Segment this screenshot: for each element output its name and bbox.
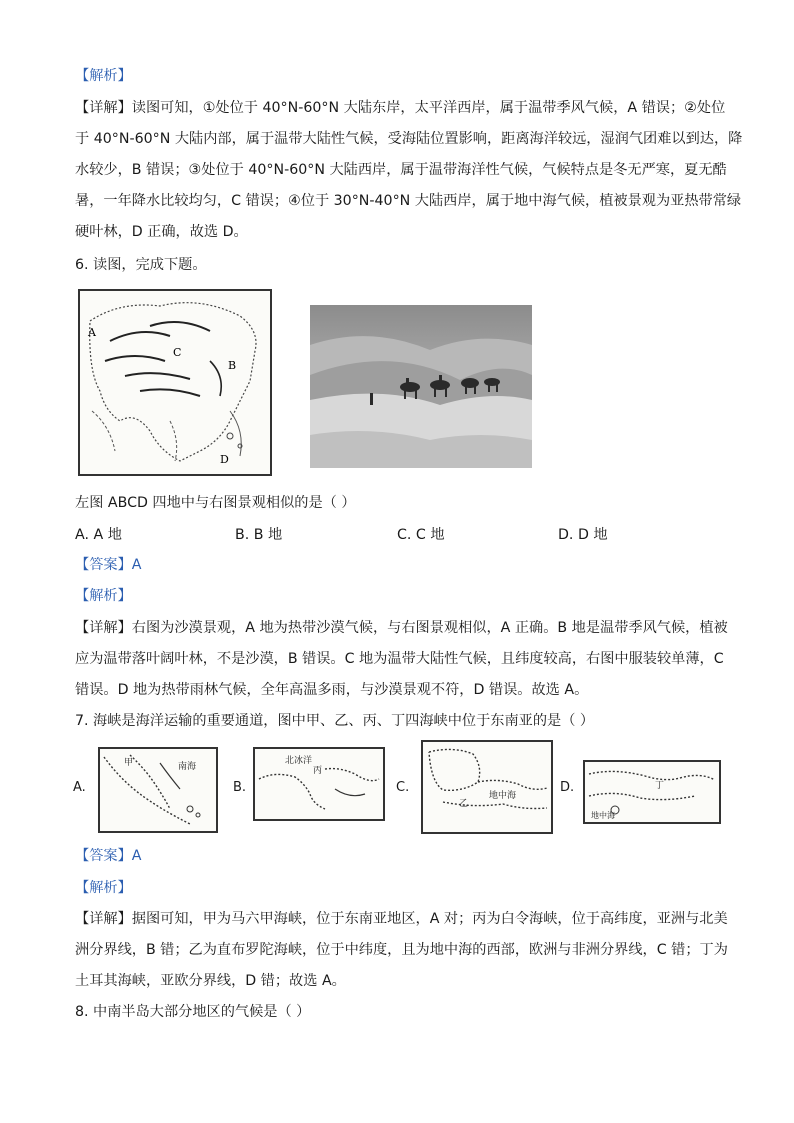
q6-analysis-label: 【解析】 [75,588,132,604]
q6-option-a[interactable]: A. A 地 [75,527,122,543]
strait-map-d [583,760,721,824]
asia-climate-map [78,289,272,476]
q6-options [75,524,725,544]
q5-detail-line-2: 于 40°N-60°N 大陆内部，属于温带大陆性气候，受海陆位置影响，距离海洋较远，湿润气团难以到达，降 [75,131,743,147]
q7-question: 7. 海峡是海洋运输的重要通道，图中甲、乙、丙、丁四海峡中位于东南亚的是（ ） [75,713,595,729]
q6-option-b[interactable]: B. B 地 [235,527,283,543]
q6-option-c[interactable]: C. C 地 [397,527,445,543]
map-b-strait-label: 丙 [313,766,323,776]
q6-detail-line-1: 【详解】右图为沙漠景观，A 地为热带沙漠气候，与右图景观相似，A 正确。B 地是温带季风气候，植被 [75,620,728,636]
q8-question: 8. 中南半岛大部分地区的气候是（ ） [75,1004,311,1020]
q6-detail-line-3: 错误。D 地为热带雨林气候，全年高温多雨，与沙漠景观不符，D 错误。故选 A。 [75,682,589,698]
q7-analysis-label: 【解析】 [75,880,132,896]
strait-map-b [253,747,385,821]
map-d-strait-label: 丁 [655,781,665,791]
map-label-a: A [88,326,96,339]
map-label-b: B [228,359,237,372]
q6-answer: 【答案】A [75,557,142,573]
q6-question: 左图 ABCD 四地中与右图景观相似的是（ ） [75,495,356,511]
map-a-strait-label: 甲 [124,758,134,768]
q7-option-d-letter[interactable]: D. [560,780,575,795]
q5-detail-line-1: 【详解】读图可知，①处位于 40°N-60°N 大陆东岸，太平洋西岸，属于温带季风气候，A 错误；②处位 [75,100,726,116]
q7-option-c-letter[interactable]: C. [396,780,410,795]
q5-detail-line-3: 水较少，B 错误；③处位于 40°N-60°N 大陆西岸，属于温带海洋性气候，气候特点是冬无严寒，夏无酷 [75,162,727,178]
q6-intro: 6. 读图，完成下题。 [75,257,207,273]
q7-answer: 【答案】A [75,848,142,864]
q6-option-d[interactable]: D. D 地 [558,527,608,543]
map-d-sea-label: 地中海 [591,811,615,820]
strait-map-c [421,740,553,834]
q7-detail-line-2: 洲分界线，B 错；乙为直布罗陀海峡，位于中纬度，且为地中海的西部，欧洲与非洲分界线，C 错；丁为 [75,942,728,958]
map-label-c: C [173,346,182,359]
q7-option-a-letter[interactable]: A. [73,780,86,795]
q7-detail-line-3: 土耳其海峡，亚欧分界线，D 错；故选 A。 [75,973,346,989]
strait-map-a [98,747,218,833]
map-c-strait-label: 乙 [459,799,469,809]
desert-photo [310,305,532,468]
q5-detail-line-4: 暑，一年降水比较均匀，C 错误；④位于 30°N-40°N 大陆西岸，属于地中海气候，植被景观为亚热带常绿 [75,193,742,209]
q7-detail-line-1: 【详解】据图可知，甲为马六甲海峡，位于东南亚地区，A 对；丙为白令海峡，位于高纬度，亚洲与北美 [75,911,728,927]
map-label-d: D [220,453,229,466]
map-b-sea-label: 北冰洋 [285,756,313,766]
q5-detail-line-5: 硬叶林，D 正确，故选 D。 [75,224,248,240]
q6-detail-line-2: 应为温带落叶阔叶林，不是沙漠，B 错误。C 地为温带大陆性气候，且纬度较高，右图中服装较单薄，C [75,651,724,667]
map-c-sea-label: 地中海 [489,791,517,801]
q5-analysis-label: 【解析】 [75,68,132,84]
q7-option-b-letter[interactable]: B. [233,780,247,795]
map-a-sea-label: 南海 [178,762,197,772]
